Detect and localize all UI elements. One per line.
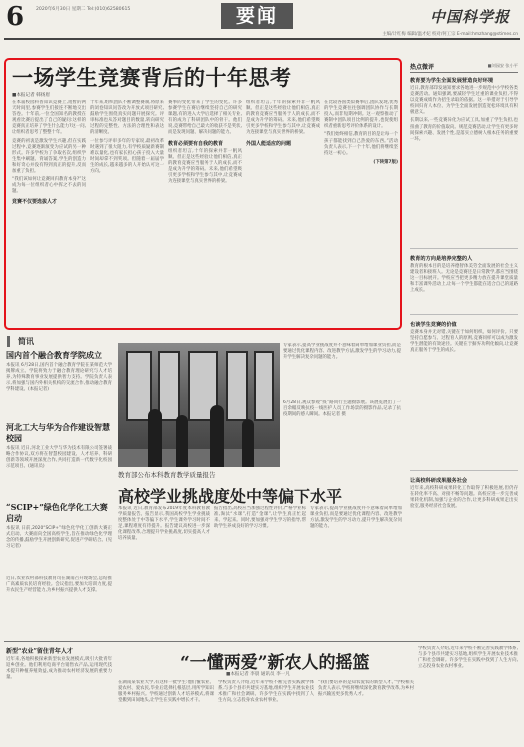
lead-paragraph: 竞赛的初衷是激发学生兴趣,但在实践过程中,竞赛逐渐演变为应试的另一种形式。许多学校为了争取名次,组织学生集中刷题、背诵答案,学生的创造力和好奇心并没有得到真正的提升,反而加重了负担。 xyxy=(12,138,86,175)
sidebar-divider xyxy=(410,248,518,249)
feature-paragraph: 在湖南某农业大学,有这样一批学生:他们懂农业、爱农村、爱农民,毕业后选择扎根基层,用所学知识服务乡村振兴。学校通过创新人才培养模式,将课堂搬到田间地头,让学生在实践中增长才干。 xyxy=(118,680,214,704)
headline-article-column xyxy=(214,506,306,638)
lead-column-3 xyxy=(168,100,242,325)
headline-kicker: 教育部公布本科教育教学质量报告 xyxy=(118,471,216,479)
lead-column-2 xyxy=(90,100,164,325)
page-number: 6 xyxy=(6,2,25,32)
lead-paragraph: “我们该如何让竞赛回归教育本身?”这成为每一位组织者心中挥之不去的问题。 xyxy=(12,177,86,195)
bottom-left-column xyxy=(6,646,112,742)
feature-paragraph: “我们要培养的是知农爱农的新型人才。”学校相关负责人表示,学校将继续深化教育教学改革,为乡村振兴输送更多优秀人才。 xyxy=(318,680,414,698)
lead-column-1 xyxy=(12,100,86,325)
lead-column-4 xyxy=(246,100,320,325)
headline-article-column xyxy=(310,506,402,638)
lead-paragraph: 一位参与评审多年的专家说,最初改革时遇到了很大阻力,有学校质疑新赛制难以量化,也有家长担心孩子投入大量时间却拿不到奖项。但随着一届届学生的成长,越来越多的人开始认可这一方向。 xyxy=(90,138,164,175)
bottom-feature-byline: ■本报记者 李晨 通讯员 李一凡 xyxy=(226,672,290,677)
sidebar-paragraph: 长期以来,一些竞赛异化为应试工具,加重了学生负担,也扭曲了教育的价值取向。规范竞赛活动,让学生有更多时间探索兴趣、发展个性,是落实立德树人根本任务的重要一环。 xyxy=(410,118,518,142)
sidebar-paragraph: 近日,教育部印发通知要求各地进一步规范中小学校各类竞赛活动。通知强调,要减轻学生过重的课业负担,不得以竞赛成绩作为招生录取的依据。这一举措对于引导学校回归育人本位、为学生全面发展创造宽松环境具有积极意义。 xyxy=(410,86,518,116)
brief-block xyxy=(6,422,112,498)
bottom-left-text: 近年来,各地积极探索新型农业发展模式,吸引大批青年返乡创业。他们利用电商平台销售农产品,运用现代技术提升种植养殖效益,成为推动农村经济发展的重要力量。 xyxy=(6,657,112,681)
article-paragraph: 本报讯 近日,教育部发布2019年度本科教育教学质量报告。报告显示,我国高校学生学业挑战度整体处于中等偏下水平,学生课外学习时间不足,课程难度有待提升。报告建议高校进一步深化课程改革,合理提升学业挑战度,切实提高人才培养质量。 xyxy=(118,506,210,542)
date-line: 2020年6月30日 星期二 Tel:(010)62580615 xyxy=(36,7,131,12)
article-paragraph: 报告指出,高校应当加强过程性评价,严格学业标准,淘汰“水课”,打造“金课”,让学生真正忙起来、学起来。同时,要加强对学生学习的指导,帮助学生养成良好的学习习惯。 xyxy=(214,506,306,530)
lead-subheading: 教育必须要有自我的教育 xyxy=(168,140,224,147)
brief-title: “SCIP+”绿色化学化工大赛启动 xyxy=(6,502,108,523)
article-paragraph: 专家表示,提高学业挑战度并不意味着简单增加课业负担,而是要通过优化课程内容、改进教学方法,激发学生的学习动力,提升学生解决复杂问题的能力。 xyxy=(310,506,402,530)
sidebar-article-title: 教育要为学生全面发展营造良好环境 xyxy=(410,78,494,84)
brief-block xyxy=(6,350,112,420)
sidebar-label-text: 热点微评 xyxy=(410,64,435,71)
masthead-rule xyxy=(4,38,520,40)
headline: 高校学业挑战度处中等偏下水平 xyxy=(118,487,343,506)
photo-caption: 6月28日,观众参观“疫”路同行主题摄影展。该展览展出了一百余幅反映抗疫一线医护人员工作场景的摄影作品,记录了抗疫期间的感人瞬间。本报记者 摄 xyxy=(283,400,401,418)
feature-paragraph: 学校负责人介绍,近年来学校不断完善实践教学体系,与多个县市共建实习基地,组织学生开展农业技术推广和社会调研。许多学生在实践中找到了人生方向,立志投身农业农村事业。 xyxy=(218,680,314,704)
photo-side-text xyxy=(283,343,401,397)
bottom-rule xyxy=(4,641,520,642)
lead-byline: ■本报记者 韩扬眉 xyxy=(12,93,50,98)
sidebar-divider xyxy=(410,314,518,315)
bottom-left-title: 新型“农业”留住青年人才 xyxy=(6,648,73,655)
lead-paragraph: 赛事的变化带来了学生的变化。许多参赛学生在赛后继续坚持自己的研究课题,有的进入大学后选择了相关专业,有的成为了科研团队中的骨干。他们说,竞赛带给自己最大的收获不是奖状,而是发现问题、解决问题的能力。 xyxy=(168,100,242,136)
sidebar-article-title: 也谈学生竞赛的价值 xyxy=(410,322,457,328)
bottom-feature-column xyxy=(118,680,214,742)
masthead xyxy=(0,0,524,44)
lead-paragraph: 组织者坦言,十年的探索并非一帆风顺。但正是这些经验让他们相信,真正的教育竞赛应当服务于人的成长,而不是成为升学的筹码。未来,他们希望吸引更多学校和学生参与其中,让竞赛成为连接课堂与真实世界的桥梁。 xyxy=(168,148,242,185)
brief-text: 专家表示,提高学业挑战度并不意味着简单增加课业负担,而是要通过优化课程内容、改进教学方法,激发学生的学习动力,提升学生解决复杂问题的能力。 xyxy=(283,343,401,361)
sidebar-paragraph: 竞赛本身并无对错,关键在于如何组织、如何评价。只要坚持自愿参与、过程育人的原则,竞赛同样可以成为激发学生潜能的有效途径。关键在于摒弃功利化倾向,让竞赛真正服务于学生的成长。 xyxy=(410,330,518,354)
continued-note: (下转第7版) xyxy=(373,159,398,165)
bottom-feature-column xyxy=(218,680,314,742)
sidebar-label xyxy=(410,62,518,73)
brief-title: 国内首个融合教育学院成立 xyxy=(6,350,102,360)
brief-block xyxy=(6,502,112,572)
brief-text: 近日,农业农村部科技教育司在湖南召开现场会,总结推广高素质农民培育经验。会议指出,要加大培训力度,提升农民生产经营能力,为乡村振兴提供人才支撑。 xyxy=(6,576,112,594)
sidebar-column xyxy=(410,74,518,244)
lead-paragraph: 组织者坦言,十年的探索并非一帆风顺。但正是这些经验让他们相信,真正的教育竞赛应当服务于人的成长,而不是成为升学的筹码。未来,他们希望吸引更多学校和学生参与其中,让竞赛成为连接课堂与真实世界的桥梁。 xyxy=(246,100,320,136)
exhibition-photo xyxy=(118,343,280,467)
sidebar-column xyxy=(410,318,518,468)
brief-text: 本报讯 6月28日,国内首个融合教育学院在某师范大学揭牌成立。学院将致力于融合教育理论研究与人才培养,为特殊教育事业发展提供智力支持。学院负责人表示,将加强与国内外相关机构的交流合作,推动融合教育学科建设。(本报记者) xyxy=(6,363,112,393)
lead-paragraph: 在比较各国类似赛事后,团队发现,优秀的学生竞赛往往强调团队协作与长期投入,而非短期冲刺。这一观察推动了赛制中团队项目比例的提升,也促使组织者重新思考评价体系的设计。 xyxy=(324,100,398,130)
brief-title: 河北工大与华为合作建设智慧校园 xyxy=(6,422,110,443)
bottom-right-column xyxy=(418,646,518,742)
sidebar-column xyxy=(410,474,518,638)
lead-column-5 xyxy=(324,100,398,325)
bottom-feature-column xyxy=(318,680,414,742)
sidebar-label-byline: ■刘园安 张小平 xyxy=(487,63,518,68)
section-tag: 要闻 xyxy=(221,3,293,29)
brief-block xyxy=(6,576,112,638)
lead-paragraph: “我们始终相信,教育的目的是让每一个孩子都能找到自己热爱的东西。”活动负责人表示,下一个十年,他们将继续坚持这一初心。 xyxy=(324,132,398,156)
sidebar-article-title: 教育的方向是培养完整的人 xyxy=(410,256,473,262)
paper-logo: 中国科学报 xyxy=(429,8,510,26)
headline-article-column xyxy=(118,506,210,638)
sidebar-paragraph: 近年来,高校科研成果转化工作取得了积极进展,但仍存在转化率不高、对接不畅等问题。高校应进一步完善成果转化机制,加强与企业的合作,让更多科研成果走出实验室,服务经济社会发展。 xyxy=(410,486,518,510)
lead-subheading: 外国人能适应的问题 xyxy=(246,140,292,147)
lead-title: 一场学生竞赛背后的十年思考 xyxy=(12,65,292,90)
lead-paragraph: 在本届校园科普知识竞赛上,短暂的两天时间里,参赛学生们接连不断地交出答卷。十年前,一位全国知名的教授在观看比赛后提出了自己的疑问:这样的竞赛真正培养了学生什么能力?这一问,让组织者思考了整整十年。 xyxy=(12,100,86,136)
brief-text: 本报讯 近日,河北工业大学与华为技术有限公司签署战略合作协议,双方将在智慧校园建设、人才培养、科研创新等领域开展深度合作,共同打造新一代数字化校园示范项目。(通讯员) xyxy=(6,446,112,470)
briefs-tag: 简讯 xyxy=(7,336,34,347)
sidebar-paragraph: 教育的根本目的是培养德智体美劳全面发展的社会主义建设者和接班人。无论是竞赛还是日常教学,都应当围绕这一目标展开。学校应当把更多精力放在提升课堂质量和丰富课外活动上,让每一个学生都能在适合自己的道路上成长。 xyxy=(410,264,518,294)
editor-line: 主编/计红梅 编辑/温才妃 校对/何工宗 E-mail:hmzhang@stimes.cn xyxy=(382,32,518,37)
sidebar-column xyxy=(410,252,518,312)
bottom-feature-title: “一懂两爱”新农人的摇篮 xyxy=(180,653,370,673)
brief-text: 本报讯 日前,2020“SCIP+”绿色化学化工创新大赛正式启动。大赛面向全国高校学生,旨在推动绿色化学理念的传播,鼓励学生开展创新研究,促进产学研结合。(见习记者) xyxy=(6,526,112,550)
lead-subheading: 竞赛不仅要选拔人才 xyxy=(12,199,58,206)
lead-paragraph: 十年来,组织团队不断调整赛制,将原来的闭卷知识问答改为开放式项目研究,鼓励学生围绕真实问题开展探究。评审标准也从答对题目的数量,转向研究过程的完整性、方法的合理性和表达的清晰度。 xyxy=(90,100,164,136)
sidebar-article-title: 让高校科研成果服务社会 xyxy=(410,478,468,484)
feature-paragraph: 学校负责人介绍,近年来学校不断完善实践教学体系,与多个县市共建实习基地,组织学生开展农业技术推广和社会调研。许多学生在实践中找到了人生方向,立志投身农业农村事业。 xyxy=(418,646,518,670)
photo-caption-block xyxy=(283,400,401,470)
sidebar-divider xyxy=(410,470,518,471)
